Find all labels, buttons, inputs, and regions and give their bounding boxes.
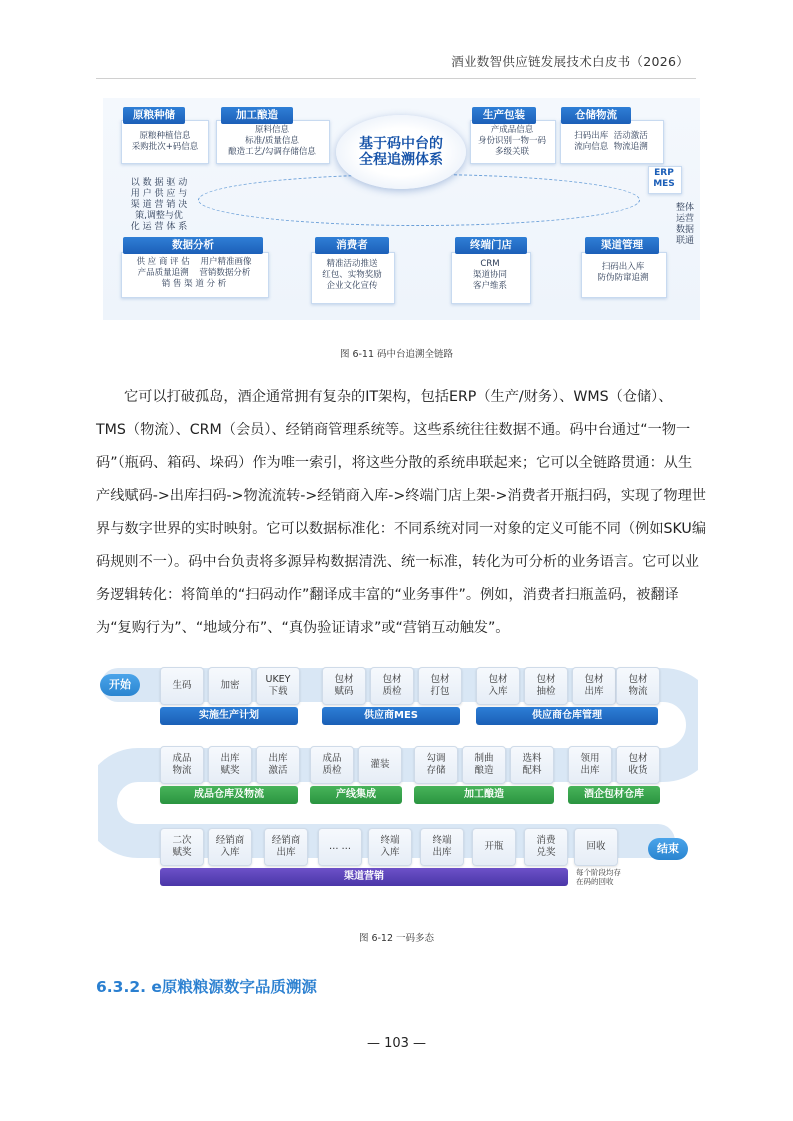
step-cell: 经销商 入库 — [208, 828, 252, 866]
stage-bar: 酒企包材仓库 — [568, 786, 660, 804]
left-note: 以 数 据 驱 动 用 户 供 应 与 渠 道 营 销 决 策,调整与优 化 运 营 体 系 — [130, 178, 188, 232]
paragraph-line: 界与数字世界的实时映射。它可以数据标准化：不同系统对同一对象的定义可能不同（例如SKU编 — [96, 521, 707, 537]
step-cell: 包材 入库 — [476, 667, 520, 705]
step-cell: 终端 入库 — [368, 828, 412, 866]
stage-bar: 成品仓库及物流 — [160, 786, 298, 804]
paragraph-line: 它可以打破孤岛，酒企通常拥有复杂的IT架构，包括ERP（生产/财务）、WMS（仓储）、 — [124, 389, 673, 405]
figure-6-11-diagram — [103, 98, 700, 320]
end-pill: 结束 — [648, 838, 688, 860]
paragraph-line: 码”（瓶码、箱码、垛码）作为唯一索引，将这些分散的系统串联起来；它可以全链路贯通：从生 — [96, 455, 693, 471]
step-cell: 消费 兑奖 — [524, 828, 568, 866]
box-consumer-title: 消费者 — [315, 237, 389, 254]
step-cell: 成品 质检 — [310, 746, 354, 784]
box-channel-title: 渠道管理 — [585, 237, 659, 254]
step-cell: 包材 打包 — [418, 667, 462, 705]
step-cell: 包材 赋码 — [322, 667, 366, 705]
page-number: — 103 — — [366, 1036, 427, 1051]
hub-title — [336, 136, 466, 168]
paragraph-line: 产线赋码->出库扫码->物流流转->经销商入库->终端门店上架->消费者开瓶扫码，实现了物理世 — [96, 488, 706, 504]
step-cell: 选料 配料 — [510, 746, 554, 784]
box-terminal-title: 终端门店 — [455, 237, 527, 254]
step-cell: 制曲 酿造 — [462, 746, 506, 784]
step-cell: 二次 赋奖 — [160, 828, 204, 866]
figure-6-12-caption: 图 6-12 一码多态 — [358, 933, 435, 944]
header-divider — [96, 78, 696, 79]
box-processing-title: 加工酿造 — [221, 107, 293, 124]
box-analytics-title: 数据分析 — [123, 237, 263, 254]
running-header: 酒业数智供应链发展技术白皮书（2026） — [451, 54, 689, 69]
box-channel-lines: 扫码出入库 防伪防窜追溯 — [597, 262, 649, 283]
box-raw-grain-lines: 原粮种植信息 采购批次+码信息 — [131, 131, 199, 152]
stage-bar: 产线集成 — [310, 786, 402, 804]
erp-mes-label: ERP MES — [653, 168, 675, 189]
box-processing-lines: 原料信息 标准/质量信息 酿造工艺/勾调存储信息 — [228, 125, 316, 157]
step-cell: 包材 收货 — [616, 746, 660, 784]
box-terminal-lines: CRM 渠道协同 客户维系 — [472, 259, 507, 291]
section-heading: 6.3.2. e原粮粮源数字品质溯源 — [96, 978, 317, 996]
step-cell: 加密 — [208, 667, 252, 705]
paragraph-line: 为“复购行为”、“地域分布”、“真伪验证请求”或“营销互动触发”。 — [96, 620, 510, 636]
paragraph-line: 务逻辑转化：将简单的“扫码动作”翻译成丰富的“业务事件”。例如，消费者扫瓶盖码，被翻译 — [96, 587, 679, 603]
hub-title-line1: 基于码中台的 — [359, 136, 443, 152]
step-cell: 开瓶 — [472, 828, 516, 866]
step-cell: 生码 — [160, 667, 204, 705]
box-analytics-lines: 供 应 商 评 估 用户精准画像 产品质量追溯 营销数据分析 销 售 渠 道 分 析 — [136, 257, 252, 289]
box-packaging-lines: 产成品信息 身份识别一物一码 多级关联 — [477, 125, 546, 157]
step-cell: UKEY 下载 — [256, 667, 300, 705]
hub-title-line2: 全程追溯体系 — [359, 152, 443, 168]
step-cell: 包材 抽检 — [524, 667, 568, 705]
figure-6-12-diagram — [98, 657, 698, 902]
stage-bar: 实施生产计划 — [160, 707, 298, 725]
step-cell: 终端 出库 — [420, 828, 464, 866]
figure-6-11-caption: 图 6-11 码中台追溯全链路 — [339, 349, 454, 360]
recycle-note: 每个阶段均存 在码的回收 — [576, 868, 621, 886]
step-cell: 成品 物流 — [160, 746, 204, 784]
stage-bar: 加工酿造 — [414, 786, 554, 804]
box-raw-grain-title: 原粮种储 — [123, 107, 185, 124]
box-consumer-lines: 精准活动推送 红包、实物奖励 企业文化宣传 — [322, 259, 382, 291]
step-cell: 包材 物流 — [616, 667, 660, 705]
step-cell: 领用 出库 — [568, 746, 612, 784]
start-pill: 开始 — [100, 674, 140, 696]
stage-bar: 渠道营销 — [160, 868, 568, 886]
stage-bar: 供应商仓库管理 — [476, 707, 658, 725]
box-warehouse-lines: 扫码出库 活动激活 流向信息 物流追溯 — [574, 131, 648, 152]
step-cell: 包材 出库 — [572, 667, 616, 705]
step-cell: 灌装 — [358, 746, 402, 784]
box-warehouse-title: 仓储物流 — [561, 107, 631, 124]
step-cell: 勾调 存储 — [414, 746, 458, 784]
step-cell: … … — [318, 828, 362, 866]
step-cell: 经销商 出库 — [264, 828, 308, 866]
step-cell: 包材 质检 — [370, 667, 414, 705]
box-packaging-title: 生产包装 — [472, 107, 536, 124]
step-cell: 回收 — [574, 828, 618, 866]
paragraph-line: 码规则不一）。码中台负责将多源异构数据清洗、统一标准，转化为可分析的业务语言。它可以业 — [96, 554, 699, 570]
stage-bar: 供应商MES — [322, 707, 460, 725]
step-cell: 出库 激活 — [256, 746, 300, 784]
right-note: 整体 运营 数据 联通 — [675, 203, 694, 246]
step-cell: 出库 赋奖 — [208, 746, 252, 784]
paragraph-line: TMS（物流）、CRM（会员）、经销商管理系统等。这些系统往往数据不通。码中台通过“一物一 — [96, 422, 691, 438]
